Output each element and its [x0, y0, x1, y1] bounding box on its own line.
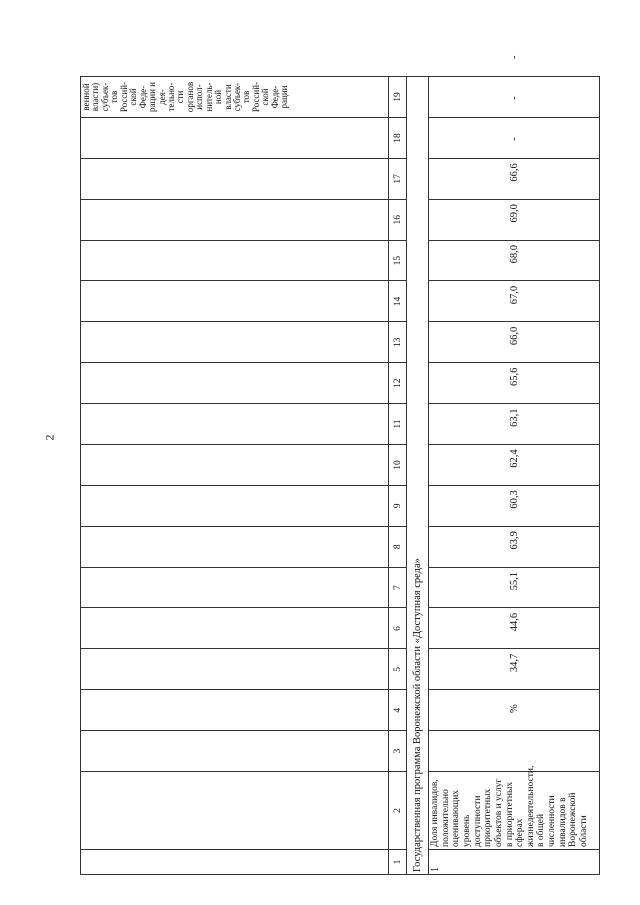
value-cell: 63,9: [429, 567, 600, 608]
value-cell: 63,1: [429, 445, 600, 486]
authority-note: венной власти) субъек-тов Россий-ской Феде-рации и дея-тельно-сти органов испол-нитель-ной власти субъек-тов Россий-ской Феде-рации: [81, 77, 389, 118]
value-cell: -: [429, 158, 600, 199]
table-row: [429, 31, 600, 875]
program-title-row: [407, 31, 429, 875]
value-cell: 67,0: [429, 322, 600, 363]
table-row-header-continuation: [81, 31, 389, 875]
unit-cell: %: [429, 731, 600, 772]
value-cell: 60,3: [429, 526, 600, 567]
indicator-name: Доля инвалидов, положительно оценивающих уровень доступности приоритетных объектов и услуг в приоритетных сферах жизнедеятельности, в общей численности инвалидов в Воронежской области: [429, 772, 600, 850]
value-cell: 34,7: [429, 690, 600, 731]
program-title: Государственная программа Воронежской области «Доступная среда»: [407, 77, 429, 875]
value-cell: 69,0: [429, 240, 600, 281]
column-numbers-row: 1 2 3 4 5 6 7 8 9 10 11 12 13 14 15 16 17 18 19: [389, 31, 407, 875]
value-cell: -: [429, 77, 600, 118]
value-cell: 44,6: [429, 649, 600, 690]
value-cell: -: [429, 118, 600, 159]
data-table: [80, 30, 600, 875]
page-number: 2: [42, 434, 57, 441]
value-cell: 62,4: [429, 485, 600, 526]
value-cell: 66,6: [429, 199, 600, 240]
row-number: 1: [429, 850, 600, 875]
value-cell: 55,1: [429, 608, 600, 649]
value-cell: 65,6: [429, 404, 600, 445]
value-cell: 66,0: [429, 363, 600, 404]
value-cell: 68,0: [429, 281, 600, 322]
